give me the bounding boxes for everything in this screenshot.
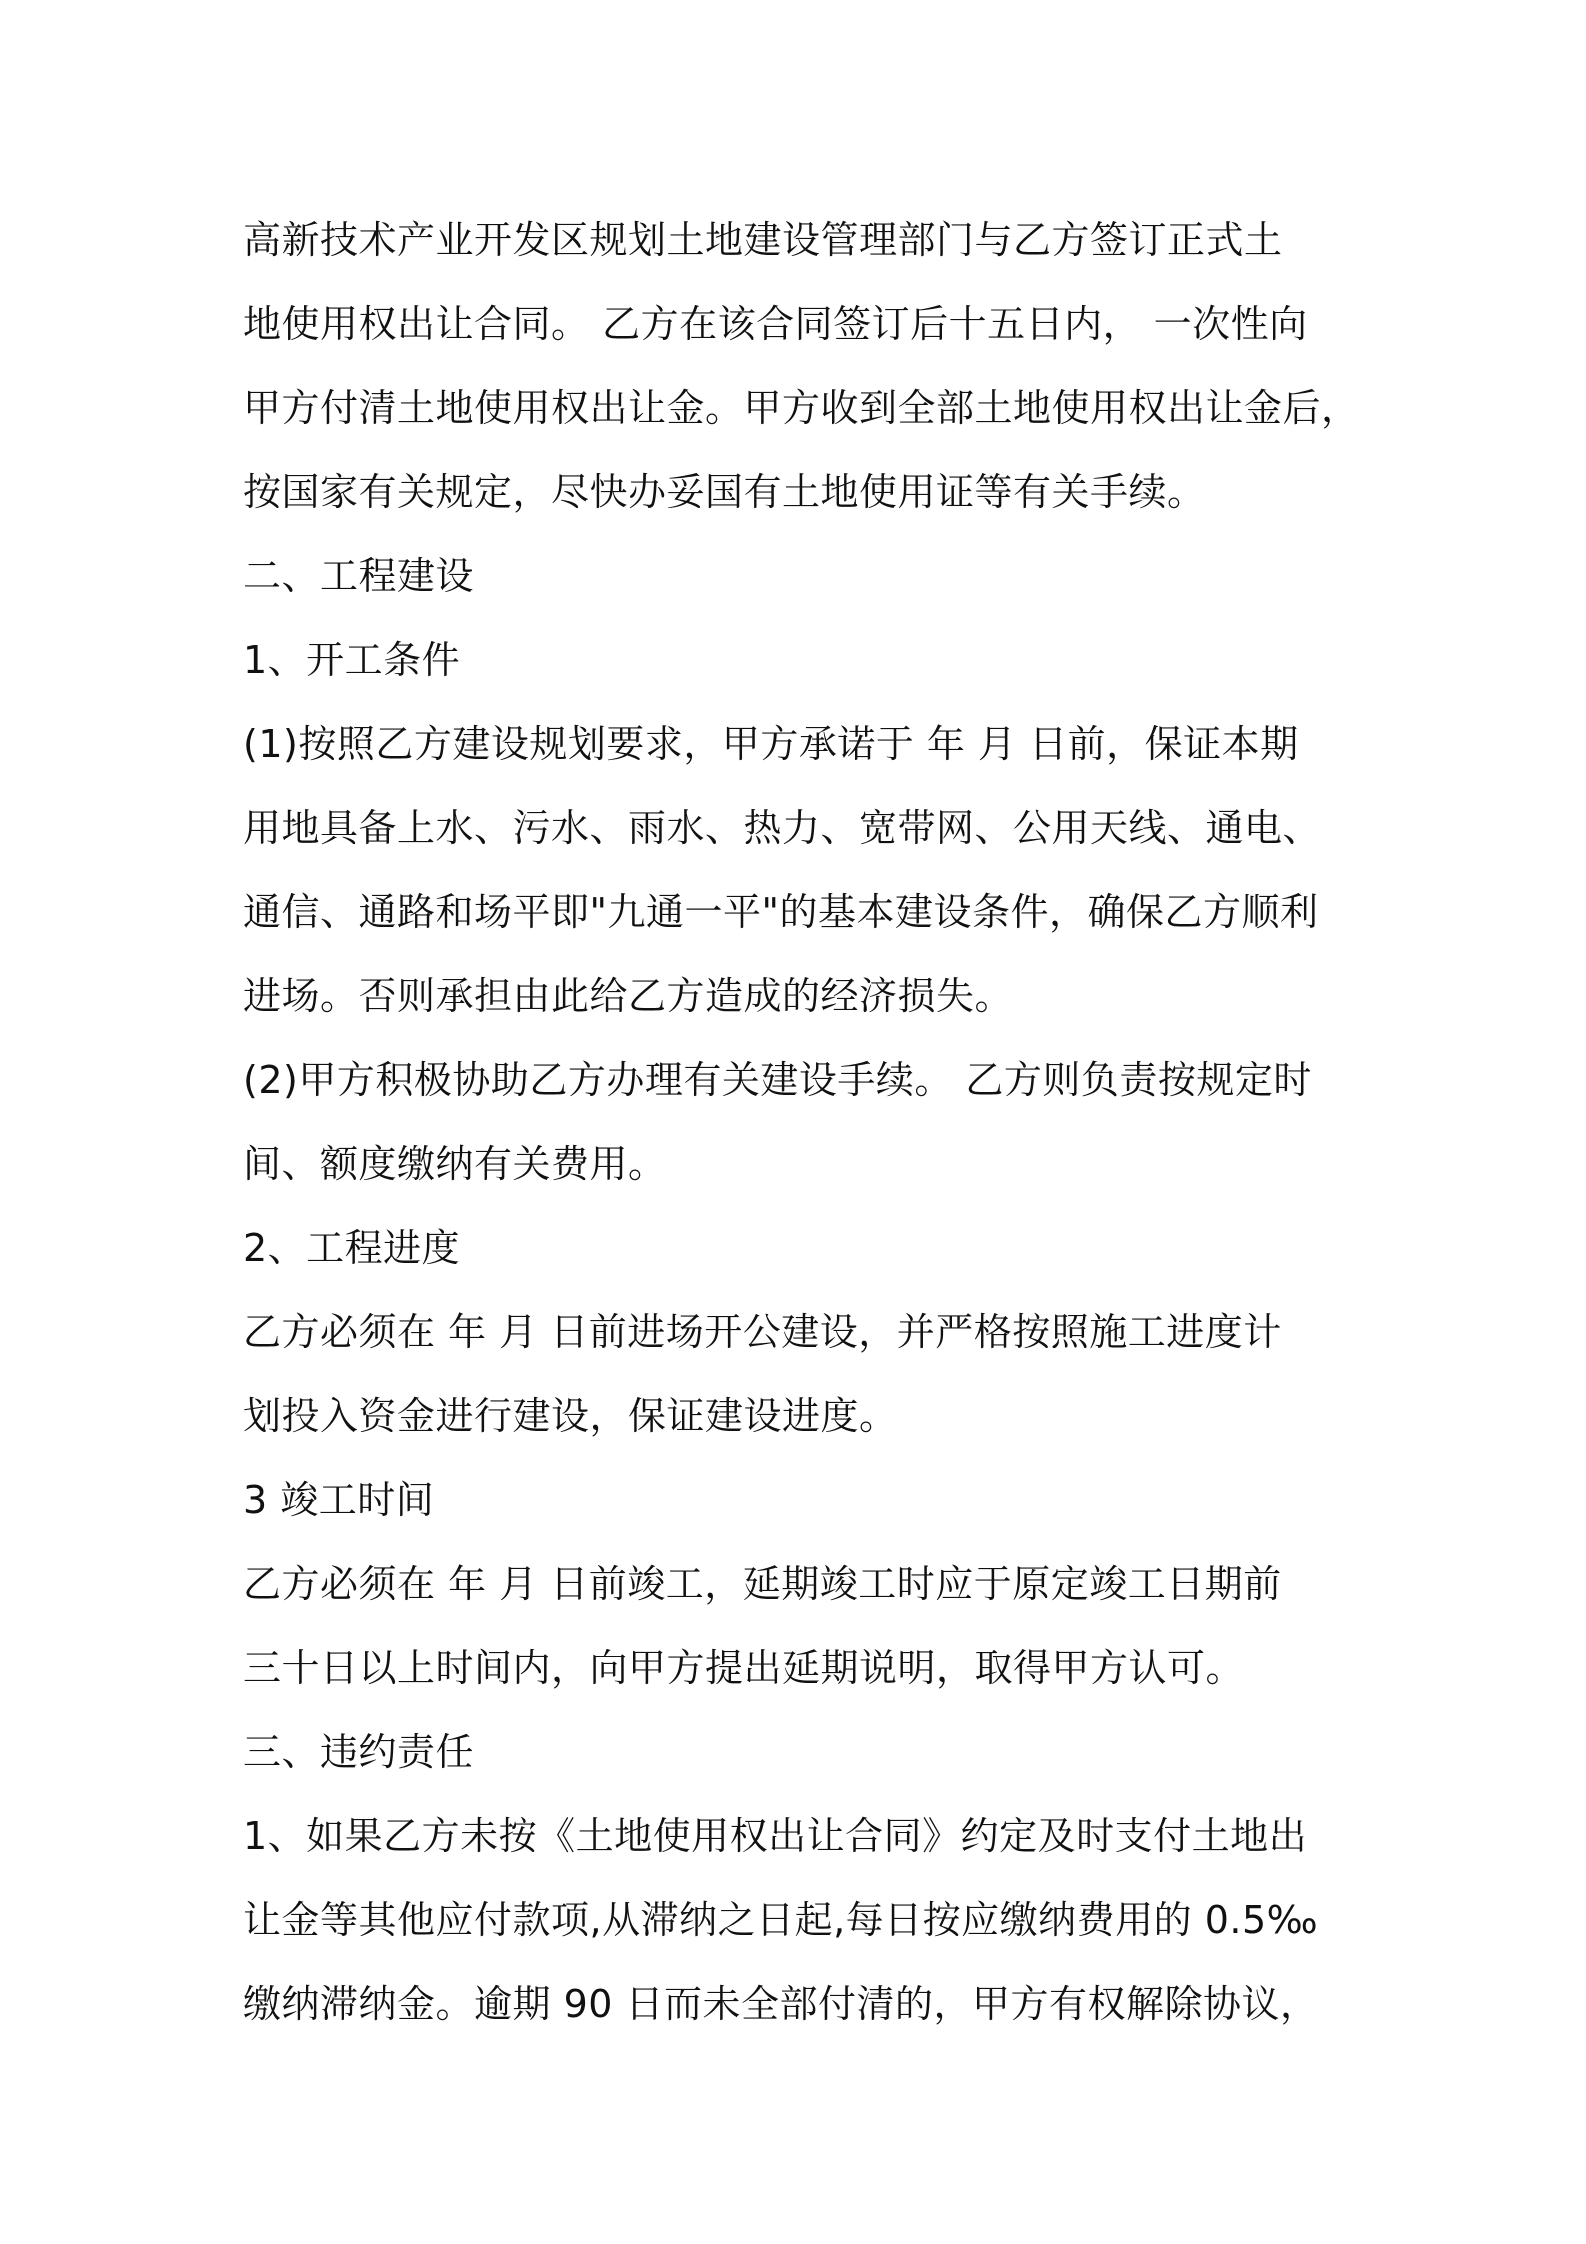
text-line: 乙方必须在 年 月 日前竣工，延期竣工时应于原定竣工日期前 xyxy=(243,1562,1282,1606)
text-line: 进场。否则承担由此给乙方造成的经济损失。 xyxy=(243,974,1014,1018)
subsection-heading: 3 竣工时间 xyxy=(243,1478,435,1522)
text-line: 间、额度缴纳有关费用。 xyxy=(243,1142,667,1186)
text-line: (2)甲方积极协助乙方办理有关建设手续。 乙方则负责按规定时 xyxy=(243,1058,1312,1102)
text-line: (1)按照乙方建设规划要求，甲方承诺于 年 月 日前，保证本期 xyxy=(243,722,1299,766)
text-line: 缴纳滞纳金。逾期 90 日而未全部付清的，甲方有权解除协议， xyxy=(243,1982,1319,2026)
text-line: 通信、通路和场平即"九通一平"的基本建设条件，确保乙方顺利 xyxy=(243,890,1319,934)
subsection-heading: 2、工程进度 xyxy=(243,1226,461,1270)
text-line: 地使用权出让合同。 乙方在该合同签订后十五日内， 一次性向 xyxy=(243,302,1308,346)
text-line: 甲方付清土地使用权出让金。甲方收到全部土地使用权出让金后， xyxy=(243,386,1360,430)
document-body xyxy=(243,198,1373,2046)
text-line: 划投入资金进行建设，保证建设进度。 xyxy=(243,1394,898,1438)
section-heading: 三、违约责任 xyxy=(243,1730,475,1774)
text-line: 乙方必须在 年 月 日前进场开公建设，并严格按照施工进度计 xyxy=(243,1310,1282,1354)
text-line: 按国家有关规定，尽快办妥国有土地使用证等有关手续。 xyxy=(243,470,1206,514)
subsection-heading: 1、开工条件 xyxy=(243,638,461,682)
text-line: 用地具备上水、污水、雨水、热力、宽带网、公用天线、通电、 xyxy=(243,806,1322,850)
text-line: 让金等其他应付款项,从滞纳之日起,每日按应缴纳费用的 0.5‰ xyxy=(243,1898,1319,1942)
text-line: 高新技术产业开发区规划土地建设管理部门与乙方签订正式土 xyxy=(243,218,1283,262)
section-heading: 二、工程建设 xyxy=(243,554,475,598)
text-line: 三十日以上时间内，向甲方提出延期说明，取得甲方认可。 xyxy=(243,1646,1245,1690)
text-line: 1、如果乙方未按《土地使用权出让合同》约定及时支付土地出 xyxy=(243,1814,1308,1858)
